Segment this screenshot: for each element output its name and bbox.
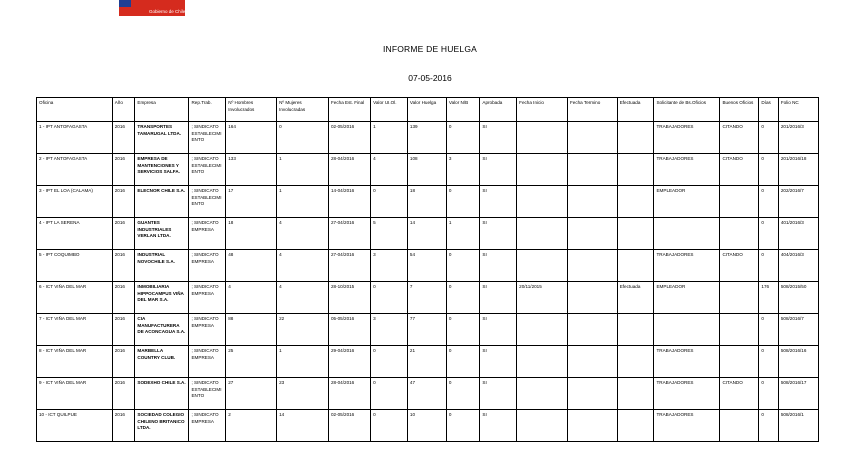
column-header: Valor Huelga [407,98,446,122]
table-cell: 0 [759,314,778,346]
table-cell: 0 [759,346,778,378]
table-cell: 27-04/2016 [328,250,370,282]
table-cell: 02-05/2016 [328,122,370,154]
table-cell [720,218,759,250]
table-cell: SI [480,250,517,282]
table-cell: 0 [446,122,480,154]
table-cell [517,378,568,410]
table-cell [517,346,568,378]
table-cell: 4 [277,218,329,250]
table-cell: 4 [277,250,329,282]
table-cell: GUANTES INDUSTRIALES VERLAN LTDA. [135,218,189,250]
table-cell: ; SINDICATO EMPRESA [189,410,226,442]
table-cell [567,218,617,250]
table-cell: 22 [277,314,329,346]
table-cell: 17 [226,186,277,218]
report-date: 07-05-2016 [408,73,452,83]
table-cell: 1 [277,346,329,378]
table-cell: 0 [371,346,408,378]
table-cell [567,314,617,346]
table-cell: 3 [371,314,408,346]
table-cell: 10 - ICT QUILPUE [37,410,113,442]
table-cell: 0 [446,378,480,410]
table-cell: INDUSTRIAL NOVOCHILE S.A. [135,250,189,282]
table-cell: 176 [759,282,778,314]
table-cell: TRABAJADORES [654,378,720,410]
table-cell [617,218,654,250]
column-header: Buenos Oficios [720,98,759,122]
column-header: Valor UI.Ol. [371,98,408,122]
table-cell: 139 [407,122,446,154]
table-cell: SI [480,378,517,410]
column-header: Rep.Trab. [189,98,226,122]
table-cell: 21 [407,346,446,378]
table-cell: 401/2016/3 [778,218,818,250]
table-cell: 18 [407,186,446,218]
table-cell: 2016 [112,314,135,346]
table-cell: 0 [446,346,480,378]
table-cell: 0 [759,218,778,250]
table-row [37,122,819,154]
table-cell: 404/2016/3 [778,250,818,282]
table-cell [517,122,568,154]
table-cell: 7 - ICT VIÑA DEL MAR [37,314,113,346]
table-cell: 14 [407,218,446,250]
table-cell [567,154,617,186]
table-cell: 10 [407,410,446,442]
table-cell [617,122,654,154]
table-cell: SI [480,218,517,250]
table-cell [617,314,654,346]
table-cell: 4 [371,154,408,186]
table-cell: SI [480,346,517,378]
table-cell [617,378,654,410]
column-header: Aprobada [480,98,517,122]
table-cell: 0 [759,122,778,154]
table-cell: 133 [226,154,277,186]
table-cell: TRABAJADORES [654,154,720,186]
table-cell: 2016 [112,410,135,442]
table-cell: SODEXHO CHILE S.A. [135,378,189,410]
table-row [37,186,819,218]
table-cell: 88 [226,314,277,346]
table-cell: 5 - IPT COQUIMBO [37,250,113,282]
table-cell: 2016 [112,282,135,314]
table-cell: EMPRESA DE MANTENCIONES Y SERVICIOS SALFA. [135,154,189,186]
table-cell: 0 [371,282,408,314]
table-cell: 77 [407,314,446,346]
table-cell [720,410,759,442]
table-cell [617,154,654,186]
table-cell [654,218,720,250]
table-cell [517,410,568,442]
table-cell [720,282,759,314]
table-cell: 2016 [112,154,135,186]
table-cell: 27 [226,378,277,410]
table-cell: ; SINDICATO EMPRESA [189,346,226,378]
table-cell: SI [480,122,517,154]
table-cell: 23 [277,378,329,410]
column-header: Valor N/B [446,98,480,122]
table-cell: 0 [371,410,408,442]
table-cell [617,186,654,218]
table-cell: CITANDO [720,378,759,410]
table-cell: 14-04/2016 [328,186,370,218]
table-row [37,410,819,442]
table-cell: 508/2016/7 [778,314,818,346]
table-cell: TRABAJADORES [654,346,720,378]
gobierno-logo [119,0,185,16]
column-header: Días [759,98,778,122]
table-cell: CIA MANUFACTURERA DE ACONCAGUA S.A. [135,314,189,346]
table-cell: 3 - IPT EL LOA (CALAMA) [37,186,113,218]
table-cell: 0 [759,250,778,282]
logo-text: Gobierno de Chile [119,7,185,16]
table-cell: ; SINDICATO EMPRESA [189,282,226,314]
table-cell: 9 - ICT VIÑA DEL MAR [37,378,113,410]
table-cell: 4 [226,282,277,314]
table-row [37,154,819,186]
table-cell: 0 [371,186,408,218]
column-header: Año [112,98,135,122]
table-cell: 4 - IPT LA SERENA [37,218,113,250]
column-header: Fecha Termino [567,98,617,122]
table-cell: 2016 [112,378,135,410]
table-cell [567,122,617,154]
table-cell: 201/2016/3 [778,122,818,154]
column-header: Efectuada [617,98,654,122]
table-cell: 0 [446,282,480,314]
table-cell: 7 [407,282,446,314]
table-cell: SI [480,154,517,186]
table-cell: 1 [371,122,408,154]
table-cell: 29-04/2016 [328,346,370,378]
table-cell: ; SINDICATO ESTABLECIMIENTO [189,122,226,154]
table-cell: 3 [371,250,408,282]
table-cell [567,346,617,378]
table-cell: 0 [759,154,778,186]
table-cell: 508/2016/17 [778,378,818,410]
table-cell: 202/2016/7 [778,186,818,218]
table-cell: 28-04/2016 [328,378,370,410]
table-cell: SI [480,314,517,346]
table-row [37,378,819,410]
table-cell: 28-10/2015 [328,282,370,314]
table-cell: SI [480,410,517,442]
table-row [37,218,819,250]
table-cell: ; SINDICATO ESTABLECIMIENTO [189,186,226,218]
table-cell: ; SINDICATO ESTABLECIMIENTO [189,154,226,186]
table-cell: 1 [446,218,480,250]
table-cell: 508/2016/16 [778,346,818,378]
table-cell [720,346,759,378]
table-cell: 48 [226,250,277,282]
table-cell: 2016 [112,122,135,154]
table-cell: 2016 [112,250,135,282]
table-cell [617,346,654,378]
table-cell: 0 [759,378,778,410]
column-header: Empresa [135,98,189,122]
table-row [37,282,819,314]
table-cell [567,378,617,410]
table-cell: TRABAJADORES [654,250,720,282]
table-cell [517,250,568,282]
flag-icon [119,0,185,7]
table-cell [567,250,617,282]
table-cell [567,410,617,442]
table-cell: 1 [277,186,329,218]
table-cell: SI [480,186,517,218]
table-cell: ELECNOR CHILE S.A. [135,186,189,218]
column-header: Fecha Est. Final [328,98,370,122]
table-cell: TRABAJADORES [654,122,720,154]
table-cell: CITANDO [720,250,759,282]
table-row [37,314,819,346]
column-header: Oficina [37,98,113,122]
table-cell [567,186,617,218]
table-cell: 18 [226,218,277,250]
table-cell: 6 - ICT VIÑA DEL MAR [37,282,113,314]
table-cell: 05-05/2016 [328,314,370,346]
table-cell: 47 [407,378,446,410]
table-cell: 0 [371,378,408,410]
table-cell: 2 [226,410,277,442]
table-cell [517,154,568,186]
table-cell: 2016 [112,218,135,250]
table-cell: 14 [277,410,329,442]
table-cell: 5 [371,218,408,250]
table-cell: 1 [277,154,329,186]
report-title: INFORME DE HUELGA [382,44,478,54]
table-cell: 2 - IPT ANTOFAGASTA [37,154,113,186]
table-cell: 2016 [112,186,135,218]
table-cell: SOCIEDAD COLEGIO CHILENO BRITANICO LTDA. [135,410,189,442]
table-cell: 3 [446,154,480,186]
table-cell: 0 [277,122,329,154]
table-cell [654,314,720,346]
table-cell: 108 [407,154,446,186]
table-cell: 4 [277,282,329,314]
table-cell: 0 [759,410,778,442]
table-cell: ; SINDICATO EMPRESA [189,250,226,282]
table-cell: ; SINDICATO EMPRESA [189,314,226,346]
table-cell: 20/11/2015 [517,282,568,314]
table-cell [517,218,568,250]
table-cell: 8 - ICT VIÑA DEL MAR [37,346,113,378]
table-cell: ; SINDICATO EMPRESA [189,218,226,250]
table-cell [617,250,654,282]
table-cell: Efectuada [617,282,654,314]
table-cell: 0 [759,186,778,218]
table-header-row [37,98,819,122]
table-cell [720,314,759,346]
table-cell: 0 [446,186,480,218]
table-cell: 0 [446,314,480,346]
table-cell: EMPLEADOR [654,186,720,218]
table-cell: ; SINDICATO ESTABLECIMIENTO [189,378,226,410]
table-cell: 27-04/2016 [328,218,370,250]
table-cell: 164 [226,122,277,154]
table-cell: 25 [226,346,277,378]
table-cell: TRANSPORTES TAMARUGAL LTDA. [135,122,189,154]
table-cell: SI [480,282,517,314]
table-cell: 28-04/2016 [328,154,370,186]
table-cell: INMOBILIARIA HIPPOCAMPUS VIÑA DEL MAR S.A. [135,282,189,314]
table-cell: CITANDO [720,154,759,186]
table-cell: 0 [446,250,480,282]
table-cell [517,186,568,218]
column-header: Nº Hombres Involucrados [226,98,277,122]
table-cell [517,314,568,346]
table-cell [617,410,654,442]
table-cell: 54 [407,250,446,282]
table-cell [567,282,617,314]
table-cell: MARBELLA COUNTRY CLUB. [135,346,189,378]
table-cell: 201/2016/18 [778,154,818,186]
table-cell: 2016 [112,346,135,378]
table-cell: 1 - IPT ANTOFAGASTA [37,122,113,154]
table-cell: TRABAJADORES [654,410,720,442]
table-cell: CITANDO [720,122,759,154]
column-header: Fecha Inicio [517,98,568,122]
column-header: Solicitante de Bs.Oficios [654,98,720,122]
column-header: Nº Mujeres Involucradas [277,98,329,122]
strike-report-table [36,97,819,442]
table-row [37,250,819,282]
table-row [37,346,819,378]
table-cell [720,186,759,218]
table-cell: 508/2016/1 [778,410,818,442]
table-cell: 0 [446,410,480,442]
table-cell: 508/2015/50 [778,282,818,314]
table-cell: 02-05/2016 [328,410,370,442]
column-header: Folio NC [778,98,818,122]
table-cell: EMPLEADOR [654,282,720,314]
